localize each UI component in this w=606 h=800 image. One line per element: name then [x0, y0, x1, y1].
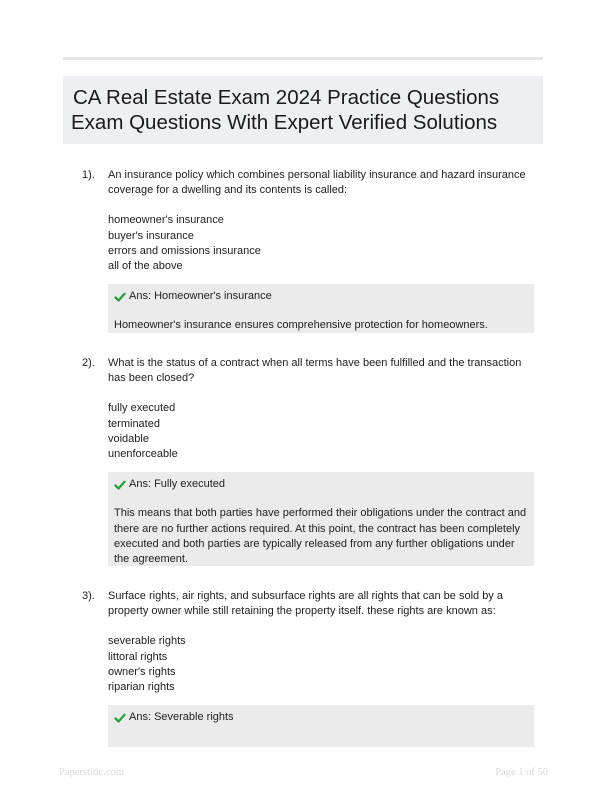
question-2 [82, 356, 534, 566]
answer-explanation: Homeowner's insurance ensures comprehensive protection for homeowners. [114, 319, 488, 332]
footer-page-number: Page 1 of 50 [495, 767, 548, 778]
choice-list [108, 401, 534, 462]
question-3 [82, 589, 534, 747]
checkmark-icon [114, 291, 126, 303]
choice-item: all of the above [108, 260, 183, 273]
question-text: Surface rights, air rights, and subsurface rights are all rights that can be sold by a property owner while still retaining the property itself. these rights are known as: [108, 590, 503, 618]
choice-item: terminated [108, 417, 160, 430]
question-text: What is the status of a contract when all terms have been fulfilled and the transaction has been closed? [108, 357, 522, 385]
choice-list [108, 213, 534, 274]
choice-list [108, 634, 534, 695]
choice-item: severable rights [108, 635, 186, 648]
answer-box [108, 705, 534, 747]
footer-site: Paperstitic.com [59, 767, 125, 778]
question-1 [82, 168, 534, 333]
title-banner [63, 76, 543, 144]
page-title-line-1: CA Real Estate Exam 2024 Practice Questions [73, 86, 500, 109]
choice-item: riparian rights [108, 681, 175, 694]
answer-box [108, 472, 534, 566]
question-number: 1). [82, 169, 95, 181]
checkmark-icon [114, 479, 126, 491]
page-title-line-2: Exam Questions With Expert Verified Solutions [71, 111, 498, 134]
top-rule [63, 57, 543, 60]
answer-label: Ans: Fully executed [129, 478, 225, 491]
question-number: 2). [82, 357, 95, 369]
choice-item: buyer's insurance [108, 229, 194, 242]
choice-item: littoral rights [108, 650, 168, 663]
choice-item: errors and omissions insurance [108, 244, 261, 257]
answer-box [108, 284, 534, 333]
answer-label: Ans: Homeowner's insurance [129, 290, 272, 303]
choice-item: owner's rights [108, 665, 176, 678]
question-number: 3). [82, 590, 95, 602]
choice-item: unenforceable [108, 448, 178, 461]
choice-item: homeowner's insurance [108, 214, 224, 227]
question-text: An insurance policy which combines personal liability insurance and hazard insurance coverage for a dwelling and its contents is called: [108, 169, 526, 197]
checkmark-icon [114, 712, 126, 724]
choice-item: fully executed [108, 402, 176, 415]
answer-explanation: This means that both parties have performed their obligations under the contract and there are no further actions required. At this point, the contract has been completely executed and both parties are typically released from any further obligations under the agreement. [114, 507, 527, 566]
choice-item: voidable [108, 432, 149, 445]
answer-label: Ans: Severable rights [129, 711, 234, 724]
